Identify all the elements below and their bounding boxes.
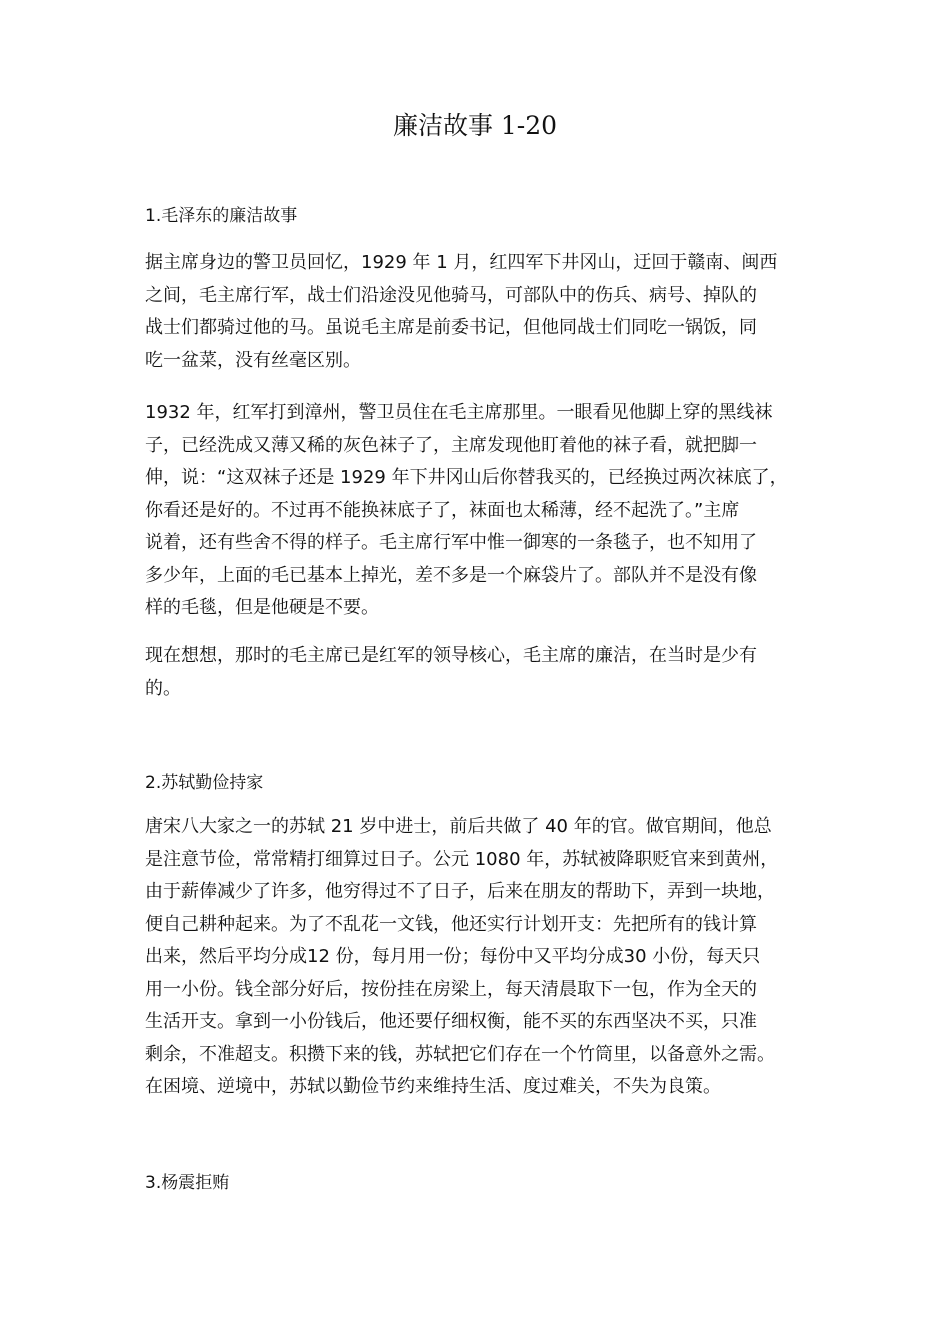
- section-1-paragraph-3: [145, 640, 825, 705]
- text-line: 生活开支。拿到一小份钱后，他还要仔细权衡，能不买的东西坚决不买，只准: [145, 1011, 757, 1032]
- text-line: 吃一盆菜，没有丝毫区别。: [145, 349, 361, 371]
- text-line: 唐宋八大家之一的苏轼 21 岁中进士，前后共做了 40 年的官。做官期间，他总: [145, 816, 772, 837]
- text-line: 在困境、逆境中，苏轼以勤俭节约来维持生活、度过难关，不失为良策。: [145, 1076, 721, 1097]
- text-line: 样的毛毯，但是他硬是不要。: [145, 597, 379, 618]
- text-line: 的。: [145, 677, 181, 699]
- section-1-paragraph-1: [145, 247, 825, 377]
- text-line: 之间，毛主席行军，战士们沿途没见他骑马，可部队中的伤兵、病号、掉队的: [145, 284, 757, 306]
- section-2-paragraph-1: [145, 811, 825, 1104]
- section-1-paragraph-2: [145, 397, 825, 625]
- text-line: 据主席身边的警卫员回忆，1929 年 1 月，红四军下井冈山，迂回于赣南、闽西: [145, 252, 778, 273]
- text-line: 说着，还有些舍不得的样子。毛主席行军中惟一御寒的一条毯子，也不知用了: [145, 532, 757, 553]
- text-line: 剩余，不准超支。积攒下来的钱，苏轼把它们存在一个竹筒里，以备意外之需。: [145, 1043, 775, 1065]
- text-line: 用一小份。钱全部分好后，按份挂在房梁上，每天清晨取下一包，作为全天的: [145, 978, 757, 1000]
- text-line: 战士们都骑过他的马。虽说毛主席是前委书记，但他同战士们同吃一锅饭，同: [145, 317, 757, 338]
- section-heading-1: 1.毛泽东的廉洁故事: [145, 206, 298, 226]
- document-title: 廉洁故事 1-20: [392, 111, 558, 140]
- section-heading-2: 2.苏轼勤俭持家: [145, 773, 264, 793]
- text-line: 子，已经洗成又薄又稀的灰色袜子了，主席发现他盯着他的袜子看，就把脚一: [145, 434, 757, 456]
- text-line: 你看还是好的。不过再不能换袜底子了，袜面也太稀薄，经不起洗了。”主席: [145, 499, 740, 521]
- section-heading-3: 3.杨震拒贿: [145, 1173, 230, 1193]
- text-line: 1932 年，红军打到漳州，警卫员住在毛主席那里。一眼看见他脚上穿的黑线袜: [145, 402, 773, 423]
- text-line: 多少年，上面的毛已基本上掉光，差不多是一个麻袋片了。部队并不是没有像: [145, 564, 757, 586]
- text-line: 出来，然后平均分成12 份，每月用一份；每份中又平均分成30 小份，每天只: [145, 946, 761, 967]
- text-line: 由于薪俸减少了许多，他穷得过不了日子，后来在朋友的帮助下，弄到一块地，: [145, 881, 775, 902]
- text-line: 是注意节俭，常常精打细算过日子。公元 1080 年，苏轼被降职贬官来到黄州，: [145, 848, 779, 870]
- text-line: 伸，说：“这双袜子还是 1929 年下井冈山后你替我买的，已经换过两次袜底了，: [145, 467, 788, 488]
- text-line: 便自己耕种起来。为了不乱花一文钱，他还实行计划开支：先把所有的钱计算: [145, 913, 757, 935]
- text-line: 现在想想，那时的毛主席已是红军的领导核心，毛主席的廉洁，在当时是少有: [145, 645, 757, 666]
